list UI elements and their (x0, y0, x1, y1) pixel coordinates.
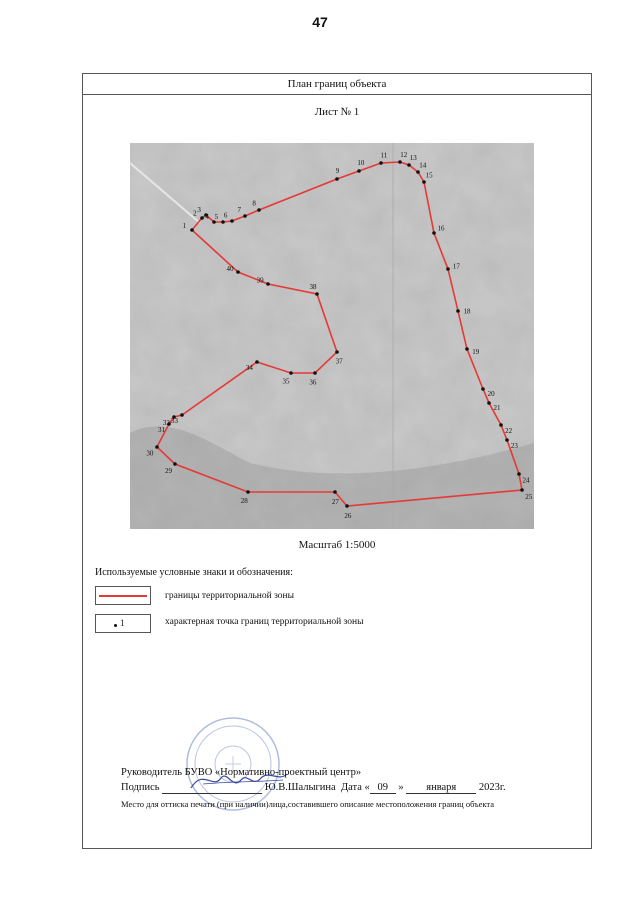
boundary-point-1[interactable] (190, 228, 194, 232)
boundary-map[interactable] (130, 143, 534, 529)
boundary-point-label: 35 (282, 377, 290, 386)
boundary-point-label: 15 (425, 171, 433, 180)
boundary-point-2[interactable] (200, 216, 204, 220)
boundary-point-label: 5 (214, 212, 219, 221)
boundary-point-28[interactable] (246, 490, 250, 494)
boundary-point-label: 33 (171, 416, 179, 425)
boundary-point-34[interactable] (255, 360, 259, 364)
boundary-point-label: 9 (335, 167, 340, 176)
signature-line (121, 782, 506, 794)
boundary-point-label: 7 (237, 206, 242, 215)
boundary-point-label: 25 (525, 492, 533, 501)
boundary-point-14[interactable] (416, 170, 420, 174)
boundary-point-17[interactable] (446, 267, 450, 271)
boundary-point-40[interactable] (236, 270, 240, 274)
boundary-point-label: 1 (182, 222, 187, 231)
boundary-point-label: 20 (487, 389, 495, 398)
legend-point-number: 1 (120, 618, 125, 628)
boundary-point-label: 36 (309, 378, 317, 387)
boundary-point-37[interactable] (335, 350, 339, 354)
boundary-point-label: 40 (226, 264, 234, 273)
boundary-point-label: 19 (472, 347, 480, 356)
legend-label-boundary: границы территориальной зоны (165, 591, 295, 601)
boundary-point-36[interactable] (313, 371, 317, 375)
boundary-point-24[interactable] (517, 472, 521, 476)
boundary-point-10[interactable] (357, 169, 361, 173)
boundary-point-30[interactable] (155, 445, 159, 449)
legend-point-sample (95, 614, 151, 633)
boundary-point-23[interactable] (505, 438, 509, 442)
boundary-point-8[interactable] (257, 208, 261, 212)
boundary-point-label: 34 (245, 363, 253, 372)
boundary-point-35[interactable] (289, 371, 293, 375)
boundary-point-13[interactable] (407, 163, 411, 167)
date-month[interactable]: января (406, 782, 476, 794)
boundary-point-9[interactable] (335, 177, 339, 181)
boundary-point-26[interactable] (345, 504, 349, 508)
legend-line-sample (95, 586, 151, 605)
date-year: 2023г. (478, 782, 506, 793)
boundary-point-label: 29 (164, 467, 172, 476)
boundary-point-label: 10 (357, 159, 365, 168)
boundary-point-label: 17 (452, 262, 460, 271)
boundary-point-label: 21 (493, 404, 501, 413)
boundary-point-12[interactable] (398, 160, 402, 164)
document-frame (82, 73, 592, 849)
boundary-point-15[interactable] (422, 180, 426, 184)
boundary-point-5[interactable] (221, 220, 225, 224)
boundary-point-label: 37 (335, 357, 343, 366)
sign-label: Подпись (121, 782, 160, 793)
boundary-point-label: 38 (309, 282, 317, 291)
boundary-point-39[interactable] (266, 282, 270, 286)
boundary-point-label: 30 (146, 449, 154, 458)
legend-label-point: характерная точка границ территориальной зоны (165, 617, 364, 627)
boundary-point-label: 11 (380, 151, 388, 160)
head-of-organization: Руководитель БУВО «Нормативно-проектный центр» (121, 767, 362, 778)
boundary-point-label: 4 (205, 213, 209, 222)
boundary-point-label: 22 (505, 426, 513, 435)
boundary-point-label: 18 (463, 307, 471, 316)
boundary-point-22[interactable] (499, 423, 503, 427)
boundary-point-label: 8 (252, 199, 256, 208)
boundary-point-label: 27 (331, 497, 339, 506)
boundary-point-6[interactable] (230, 219, 234, 223)
boundary-point-38[interactable] (315, 292, 319, 296)
boundary-point-7[interactable] (243, 214, 247, 218)
date-day[interactable]: 09 (370, 782, 396, 794)
signer-name: Ю.В.Шалыгина (264, 782, 336, 793)
boundary-point-label: 24 (522, 476, 530, 485)
boundary-point-16[interactable] (432, 231, 436, 235)
boundary-point-33[interactable] (180, 413, 184, 417)
boundary-point-19[interactable] (465, 347, 469, 351)
boundary-point-label: 3 (197, 206, 201, 215)
boundary-point-label: 16 (437, 224, 445, 233)
legend-dot-icon (114, 624, 117, 627)
legend-title: Используемые условные знаки и обозначения: (95, 567, 293, 578)
page-number: 47 (312, 14, 328, 30)
boundary-point-label: 14 (419, 161, 427, 170)
signature-field[interactable] (162, 782, 262, 794)
boundary-point-label: 31 (158, 425, 166, 434)
boundary-point-18[interactable] (456, 309, 460, 313)
boundary-point-label: 23 (510, 442, 518, 451)
boundary-point-label: 13 (409, 154, 417, 163)
boundary-point-29[interactable] (173, 462, 177, 466)
plan-title: План границ объекта (83, 74, 591, 95)
legend-red-line (99, 595, 147, 597)
date-quote-close: » (398, 782, 404, 793)
boundary-point-label: 28 (240, 497, 248, 506)
sheet-number: Лист № 1 (314, 106, 360, 118)
date-label: Дата « (340, 782, 370, 793)
boundary-point-label: 6 (223, 211, 228, 220)
stamp-place-note: Место для оттиска печати (при наличии)лица,составившего описание местоположения границ объекта (121, 799, 494, 809)
boundary-point-25[interactable] (520, 488, 524, 492)
boundary-point-label: 26 (344, 511, 352, 520)
boundary-point-label: 2 (193, 209, 197, 218)
map-scale: Масштаб 1:5000 (298, 539, 376, 551)
boundary-point-label: 32 (162, 418, 170, 427)
boundary-point-label: 12 (400, 150, 408, 159)
boundary-point-20[interactable] (481, 387, 485, 391)
boundary-point-21[interactable] (487, 401, 491, 405)
boundary-point-27[interactable] (333, 490, 337, 494)
boundary-point-label: 39 (256, 276, 264, 285)
boundary-point-11[interactable] (379, 161, 383, 165)
